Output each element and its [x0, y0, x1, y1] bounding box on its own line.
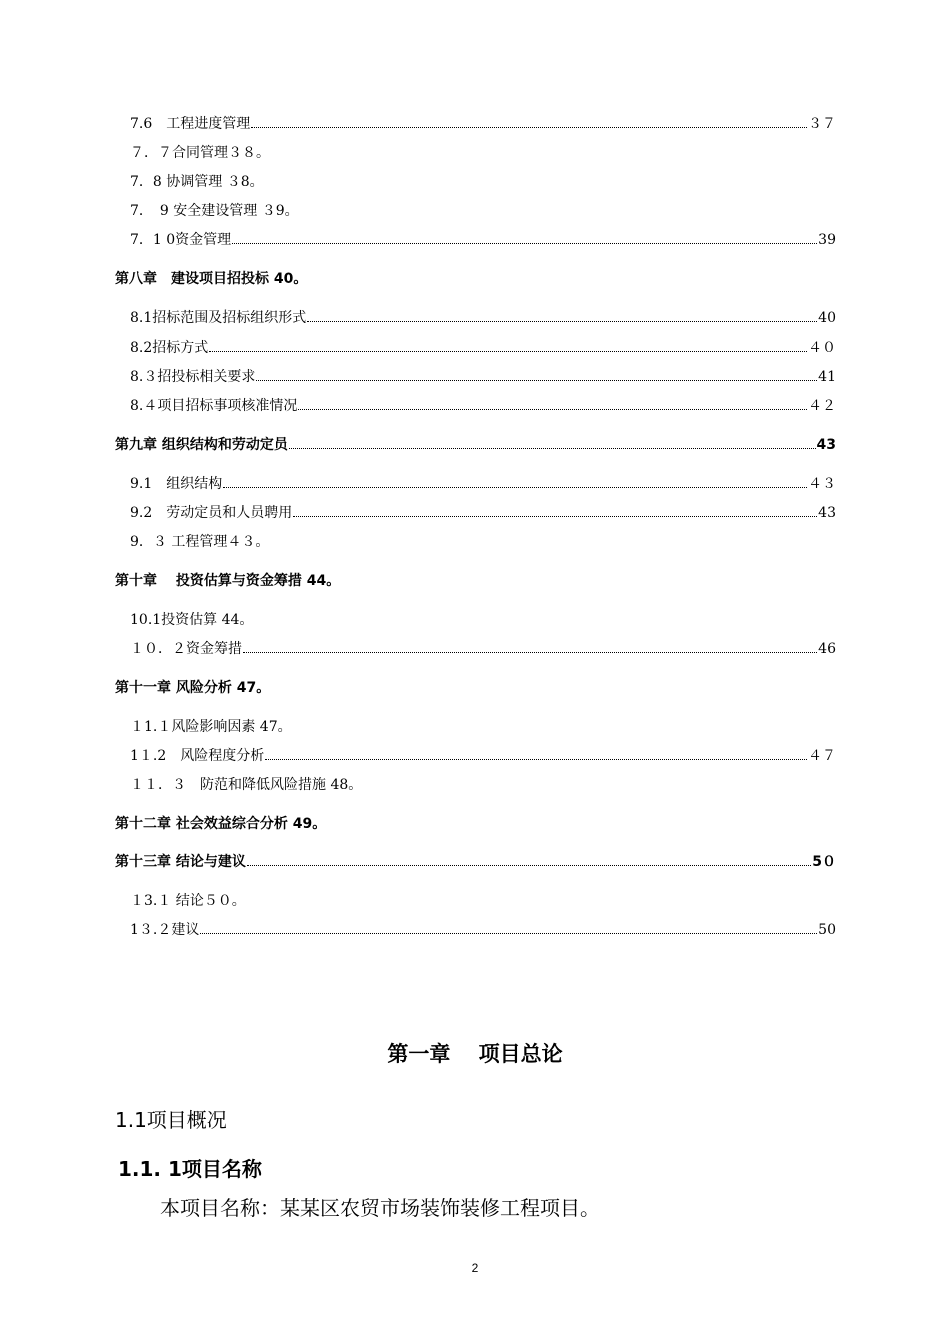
toc-section-entry[interactable]	[0, 200, 950, 222]
toc-section-entry[interactable]	[0, 890, 950, 912]
toc-dot-leader	[223, 473, 807, 488]
toc-dot-leader	[265, 745, 807, 760]
toc-page-number: ３７	[808, 116, 836, 132]
toc-entry-title: １１．３ 防范和降低风险措施 48。	[130, 777, 363, 793]
toc-chapter-entry[interactable]	[0, 434, 950, 456]
toc-dot-leader	[293, 502, 817, 517]
chapter-title: 第一章 项目总论	[387, 1042, 563, 1066]
toc-dot-leader	[307, 307, 817, 322]
toc-entry-title: 第九章 组织结构和劳动定员	[115, 437, 288, 453]
toc-section-entry[interactable]	[0, 716, 950, 738]
toc-entry-title: 第十章 投资估算与资金筹措 44。	[115, 573, 341, 589]
toc-entry-title: 7．8 协调管理 ３8。	[130, 174, 264, 190]
toc-dot-leader	[232, 229, 817, 244]
toc-page-number: 5０	[812, 854, 836, 870]
toc-section-entry[interactable]	[0, 113, 950, 135]
toc-entry-title: ７．７合同管理３８。	[130, 145, 270, 161]
toc-dot-leader	[298, 395, 807, 410]
toc-section-entry[interactable]	[0, 395, 950, 417]
toc-section-entry[interactable]	[0, 473, 950, 495]
toc-page-number: 39	[818, 232, 836, 248]
toc-entry-title: 第八章 建设项目招投标 40。	[115, 271, 308, 287]
toc-entry-title: 9．３ 工程管理４３。	[130, 534, 270, 550]
toc-chapter-entry[interactable]	[0, 677, 950, 699]
toc-entry-title: 9.1 组织结构	[130, 476, 223, 492]
page-number: 2	[471, 1261, 479, 1275]
toc-section-entry[interactable]	[0, 531, 950, 553]
toc-section-entry[interactable]	[0, 366, 950, 388]
toc-page-number: 41	[818, 369, 836, 385]
body-paragraph: 本项目名称：某某区农贸市场装饰装修工程项目。	[160, 1196, 600, 1220]
toc-entry-title: 第十二章 社会效益综合分析 49。	[115, 816, 327, 832]
toc-page-number: 43	[816, 437, 836, 453]
toc-entry-title: 8.４项目招标事项核准情况	[130, 398, 298, 414]
toc-entry-title: 8.1招标范围及招标组织形式	[130, 310, 307, 326]
subsection-title: 1.1. 1项目名称	[118, 1157, 262, 1181]
toc-page-number: 46	[818, 641, 836, 657]
toc-section-entry[interactable]	[0, 774, 950, 796]
toc-dot-leader	[256, 366, 817, 381]
toc-entry-title: 7.6 工程进度管理	[130, 116, 251, 132]
toc-section-entry[interactable]	[0, 745, 950, 767]
toc-chapter-entry[interactable]	[0, 268, 950, 290]
toc-entry-title: 第十一章 风险分析 47。	[115, 680, 271, 696]
toc-dot-leader	[209, 337, 807, 352]
toc-page-number: 40	[818, 310, 836, 326]
toc-section-entry[interactable]	[0, 337, 950, 359]
toc-dot-leader	[200, 919, 817, 934]
toc-dot-leader	[289, 434, 816, 449]
toc-section-entry[interactable]	[0, 609, 950, 631]
toc-entry-title: 1３.２建议	[130, 922, 200, 938]
toc-section-entry[interactable]	[0, 638, 950, 660]
toc-entry-title: 7．1 0资金管理	[130, 232, 232, 248]
toc-entry-title: １1.１风险影响因素 47。	[130, 719, 292, 735]
toc-dot-leader	[243, 638, 817, 653]
toc-section-entry[interactable]	[0, 171, 950, 193]
toc-page-number: ４７	[808, 748, 836, 764]
toc-section-entry[interactable]	[0, 229, 950, 251]
toc-entry-title: 9.2 劳动定员和人员聘用	[130, 505, 293, 521]
toc-page-number: ４３	[808, 476, 836, 492]
toc-entry-title: 7． 9 安全建设管理 ３9。	[130, 203, 299, 219]
toc-page-number: ４２	[808, 398, 836, 414]
toc-entry-title: 8.2招标方式	[130, 340, 209, 356]
toc-section-entry[interactable]	[0, 307, 950, 329]
toc-section-entry[interactable]	[0, 142, 950, 164]
toc-section-entry[interactable]	[0, 919, 950, 941]
toc-entry-title: 1１.2 风险程度分析	[130, 748, 265, 764]
toc-page-number: 43	[818, 505, 836, 521]
toc-dot-leader	[247, 851, 811, 866]
toc-page-number: 50	[818, 922, 836, 938]
toc-chapter-entry[interactable]	[0, 570, 950, 592]
toc-entry-title: １3.１ 结论５０。	[130, 893, 246, 909]
toc-entry-title: 10.1投资估算 44。	[130, 612, 254, 628]
toc-entry-title: 8.３招投标相关要求	[130, 369, 256, 385]
toc-entry-title: １０．２资金筹措	[130, 641, 242, 657]
toc-entry-title: 第十三章 结论与建议	[115, 854, 246, 870]
toc-chapter-entry[interactable]	[0, 851, 950, 873]
toc-page-number: ４０	[808, 340, 836, 356]
toc-section-entry[interactable]	[0, 502, 950, 524]
toc-dot-leader	[251, 113, 807, 128]
section-title: 1.1项目概况	[115, 1108, 227, 1132]
toc-chapter-entry[interactable]	[0, 813, 950, 835]
